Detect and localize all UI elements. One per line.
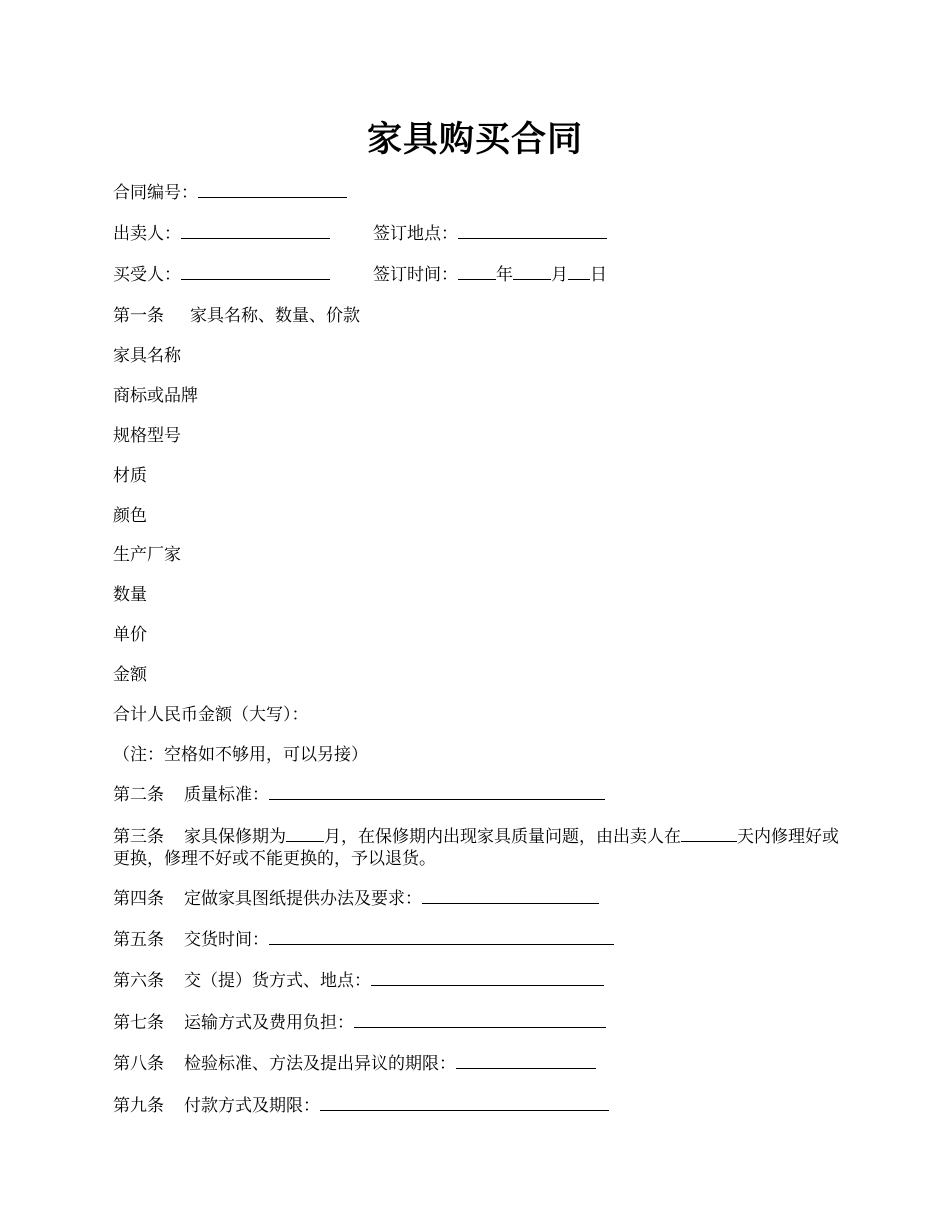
- article-8-number: 第八条: [113, 1054, 164, 1074]
- article-4-blank[interactable]: [422, 887, 599, 904]
- contract-no-blank[interactable]: [198, 181, 347, 198]
- item-amount: 金额: [113, 665, 147, 685]
- article-2-number: 第二条: [113, 785, 164, 805]
- article-4: [113, 887, 599, 911]
- sign-time-row: [373, 263, 607, 287]
- article-7-blank[interactable]: [354, 1011, 606, 1028]
- item-furniture-name: 家具名称: [113, 346, 181, 366]
- article-6-blank[interactable]: [371, 969, 604, 986]
- article-5: [113, 928, 614, 952]
- article-5-text: 交货时间：: [184, 930, 269, 950]
- sign-place-row: [373, 222, 607, 246]
- contract-no-row: [113, 181, 347, 205]
- article-9-blank[interactable]: [320, 1094, 609, 1111]
- sign-place-blank[interactable]: [458, 222, 607, 239]
- article-1: [113, 304, 360, 328]
- article-2-text: 质量标准：: [184, 785, 269, 805]
- article-6: [113, 969, 604, 993]
- item-manufacturer: 生产厂家: [113, 545, 181, 565]
- article-9: [113, 1094, 609, 1118]
- total-amount-label: 合计人民币金额（大写）：: [113, 705, 309, 725]
- repair-days-blank[interactable]: [681, 825, 737, 842]
- article-3: [113, 825, 843, 870]
- sign-place-label: 签订地点：: [373, 224, 458, 244]
- article-7: [113, 1011, 606, 1035]
- article-3-part1: 家具保修期为: [184, 827, 286, 847]
- item-quantity: 数量: [113, 585, 147, 605]
- article-7-number: 第七条: [113, 1013, 164, 1033]
- article-1-title: 家具名称、数量、价款: [190, 306, 360, 326]
- article-4-text: 定做家具图纸提供办法及要求：: [184, 889, 422, 909]
- buyer-row: [113, 263, 330, 287]
- article-3-number: 第三条: [113, 827, 164, 847]
- month-label: 月: [551, 265, 568, 285]
- year-label: 年: [496, 265, 513, 285]
- note: （注：空格如不够用，可以另接）: [113, 745, 368, 765]
- year-blank[interactable]: [458, 263, 496, 280]
- sign-time-label: 签订时间：: [373, 265, 458, 285]
- seller-label: 出卖人：: [113, 224, 181, 244]
- contract-no-label: 合同编号：: [113, 183, 198, 203]
- seller-row: [113, 222, 330, 246]
- item-material: 材质: [113, 466, 147, 486]
- day-label: 日: [590, 265, 607, 285]
- article-3-part2: 月，在保修期内出现家具质量问题，由出卖人在: [324, 827, 681, 847]
- buyer-blank[interactable]: [181, 263, 330, 280]
- article-8: [113, 1052, 596, 1076]
- article-9-number: 第九条: [113, 1096, 164, 1116]
- article-9-text: 付款方式及期限：: [184, 1096, 320, 1116]
- page-title: 家具购买合同: [366, 119, 583, 160]
- article-8-blank[interactable]: [456, 1052, 596, 1069]
- buyer-label: 买受人：: [113, 265, 181, 285]
- seller-blank[interactable]: [181, 222, 330, 239]
- article-4-number: 第四条: [113, 889, 164, 909]
- article-2: [113, 783, 605, 807]
- article-6-text: 交（提）货方式、地点：: [184, 971, 371, 991]
- article-2-blank[interactable]: [269, 783, 605, 800]
- item-brand: 商标或品牌: [113, 386, 198, 406]
- day-blank[interactable]: [568, 263, 590, 280]
- article-3-part3: 天内修理好或更换，修理不好或不能更换的，予以退货。: [113, 827, 839, 869]
- article-8-text: 检验标准、方法及提出异议的期限：: [184, 1054, 456, 1074]
- warranty-months-blank[interactable]: [286, 825, 324, 842]
- item-model: 规格型号: [113, 426, 181, 446]
- article-1-number: 第一条: [113, 306, 164, 326]
- article-6-number: 第六条: [113, 971, 164, 991]
- item-unit-price: 单价: [113, 625, 147, 645]
- article-5-blank[interactable]: [269, 928, 614, 945]
- month-blank[interactable]: [513, 263, 551, 280]
- item-color: 颜色: [113, 506, 147, 526]
- article-5-number: 第五条: [113, 930, 164, 950]
- article-7-text: 运输方式及费用负担：: [184, 1013, 354, 1033]
